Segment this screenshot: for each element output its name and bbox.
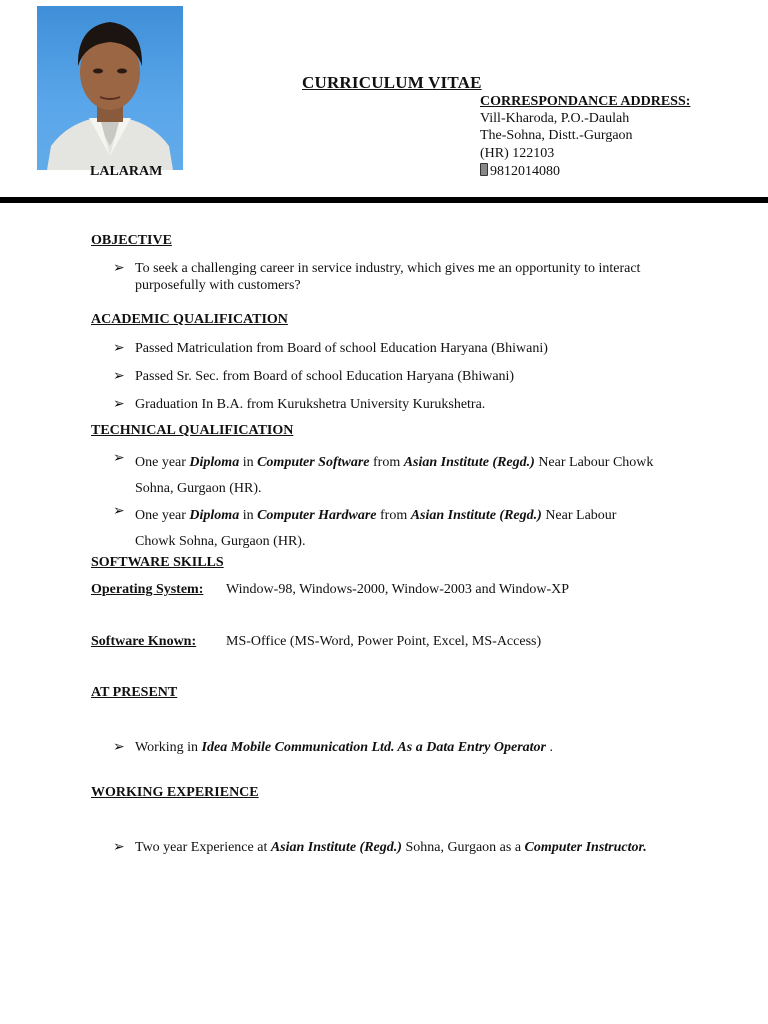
- technical-item-1: [135, 450, 653, 502]
- text-run: Chowk Sohna, Gurgaon (HR).: [135, 534, 306, 549]
- text-run: Computer Instructor.: [524, 840, 647, 855]
- text-run: Working in: [135, 740, 202, 755]
- text-run: in: [239, 455, 258, 470]
- text-run: Computer Software: [257, 455, 370, 470]
- present-heading: AT PRESENT: [91, 685, 178, 700]
- experience-heading: WORKING EXPERIENCE: [91, 785, 259, 800]
- present-item: [135, 739, 553, 756]
- text-run: Near Labour: [541, 508, 617, 523]
- header-divider: [0, 197, 768, 203]
- os-label: Operating System:: [91, 582, 204, 597]
- software-known-value: MS-Office (MS-Word, Power Point, Excel, MS-Access): [226, 634, 542, 649]
- text-run: from: [369, 455, 404, 470]
- academic-heading: ACADEMIC QUALIFICATION: [91, 312, 288, 327]
- text-run: in: [239, 508, 258, 523]
- phone-number: 9812014080: [490, 164, 560, 179]
- technical-heading: TECHNICAL QUALIFICATION: [91, 423, 294, 438]
- text-run: from: [376, 508, 411, 523]
- arrow-bullet-icon: ➢: [113, 840, 125, 855]
- text-run: Asian Institute (Regd.): [403, 455, 535, 470]
- academic-item-3: Graduation In B.A. from Kurukshetra University Kurukshetra.: [135, 397, 486, 412]
- arrow-bullet-icon: ➢: [113, 261, 125, 276]
- text-run: Asian Institute (Regd.): [270, 840, 402, 855]
- software-heading: SOFTWARE SKILLS: [91, 555, 224, 570]
- os-value: Window-98, Windows-2000, Window-2003 and Window-XP: [226, 582, 570, 597]
- profile-photo: [37, 6, 183, 170]
- experience-item: [135, 839, 647, 856]
- address-line-1: Vill-Kharoda, P.O.-Daulah: [480, 111, 630, 126]
- text-run: Diploma: [189, 455, 240, 470]
- arrow-bullet-icon: ➢: [113, 397, 125, 412]
- technical-item-2: [135, 503, 616, 555]
- objective-heading: OBJECTIVE: [91, 233, 172, 248]
- phone-row: [480, 163, 560, 180]
- mobile-phone-icon: [480, 163, 488, 176]
- text-run: Diploma: [189, 508, 240, 523]
- text-run: Sohna, Gurgaon as a: [401, 840, 525, 855]
- academic-item-2: Passed Sr. Sec. from Board of school Education Haryana (Bhiwani): [135, 369, 515, 384]
- address-line-2: The-Sohna, Distt.-Gurgaon: [480, 128, 633, 143]
- text-run: .: [546, 740, 554, 755]
- objective-line-1: To seek a challenging career in service industry, which gives me an opportunity to interact: [135, 261, 641, 276]
- arrow-bullet-icon: ➢: [113, 740, 125, 755]
- candidate-name: LALARAM: [90, 164, 163, 178]
- text-run: One year: [135, 508, 190, 523]
- address-line-3: (HR) 122103: [480, 146, 555, 161]
- text-run: Two year Experience at: [135, 840, 271, 855]
- text-run: Idea Mobile Communication Ltd. As a Data Entry Operator: [201, 740, 547, 755]
- text-run: Near Labour Chowk: [534, 455, 654, 470]
- document-title: CURRICULUM VITAE: [302, 73, 482, 92]
- objective-text: [135, 260, 695, 294]
- software-known-label: Software Known:: [91, 634, 197, 649]
- text-run: Sohna, Gurgaon (HR).: [135, 481, 262, 496]
- arrow-bullet-icon: ➢: [113, 369, 125, 384]
- address-heading: CORRESPONDANCE ADDRESS:: [480, 94, 691, 109]
- arrow-bullet-icon: ➢: [113, 341, 125, 356]
- text-run: One year: [135, 455, 190, 470]
- text-run: Asian Institute (Regd.): [410, 508, 542, 523]
- objective-line-2: purposefully with customers?: [135, 278, 301, 293]
- text-run: Computer Hardware: [257, 508, 377, 523]
- arrow-bullet-icon: ➢: [113, 504, 125, 519]
- arrow-bullet-icon: ➢: [113, 451, 125, 466]
- academic-item-1: Passed Matriculation from Board of school Education Haryana (Bhiwani): [135, 341, 548, 356]
